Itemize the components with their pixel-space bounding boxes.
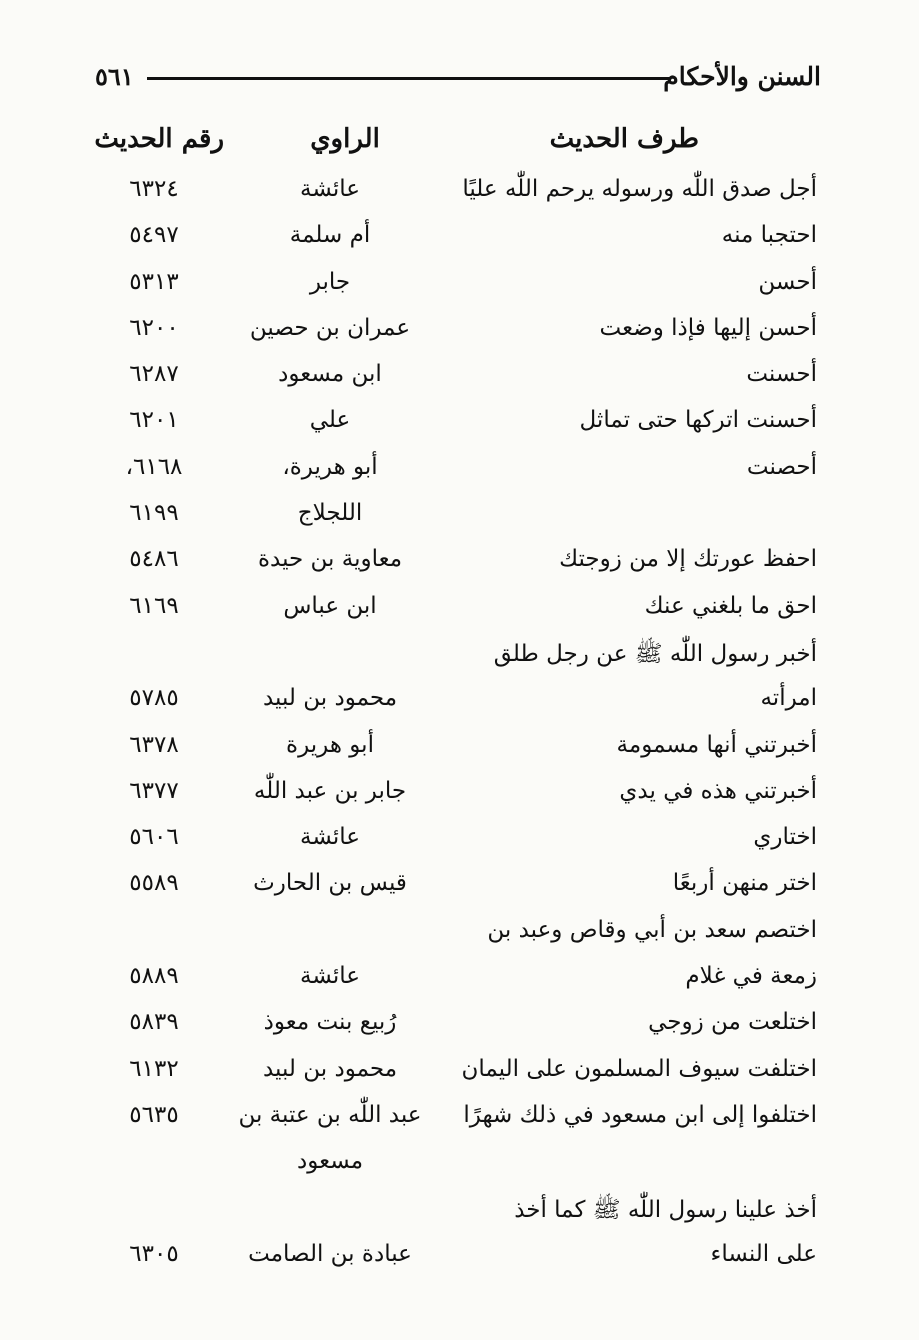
hadith-text: أجل صدق اللّٰه ورسوله يرحم اللّٰه عليًا — [462, 176, 817, 202]
narrator-name: مسعود — [296, 1148, 364, 1175]
hadith-number: ٥٨٣٩ — [129, 1009, 179, 1036]
table-row — [0, 1189, 919, 1235]
table-row — [0, 1235, 919, 1281]
running-header — [95, 60, 821, 100]
hadith-text: زمعة في غلام — [685, 963, 817, 990]
hadith-number: ٦٣٢٤ — [129, 176, 179, 202]
table-row — [0, 1003, 919, 1049]
hadith-text: أخبر رسول اللّٰه ﷺ عن رجل طلق — [493, 640, 817, 667]
table-row — [0, 1142, 919, 1188]
hadith-number: ٥٤٨٦ — [129, 546, 179, 573]
table-row — [0, 216, 919, 262]
narrator-name: قيس بن الحارث — [253, 870, 407, 897]
narrator-name: اللجلاج — [297, 500, 363, 527]
table-row — [0, 726, 919, 772]
hadith-text: أخبرتني هذه في يدي — [619, 777, 817, 804]
header-rule — [147, 77, 671, 80]
hadith-text: احق ما بلغني عنك — [644, 592, 817, 619]
table-row — [0, 633, 919, 679]
page-number: ٥٦١ — [95, 62, 134, 91]
hadith-number: ٦١٩٩ — [129, 500, 179, 527]
hadith-text: احتجبا منه — [721, 222, 817, 249]
hadith-number: ٦٢٨٧ — [129, 361, 179, 388]
narrator-name: جابر بن عبد اللّٰه — [253, 777, 407, 804]
hadith-number: ٦١٦٨، — [125, 453, 183, 480]
table-row — [0, 170, 919, 216]
hadith-number: ٦٣٠٥ — [129, 1240, 179, 1267]
hadith-text: اختلفت سيوف المسلمون على اليمان — [461, 1055, 817, 1082]
hadith-number: ٥٦٠٦ — [129, 824, 179, 851]
column-header-hadith: طرف الحديث — [549, 124, 699, 154]
narrator-name: أم سلمة — [289, 222, 371, 249]
table-row — [0, 911, 919, 957]
hadith-number: ٦١٦٩ — [129, 592, 179, 619]
narrator-name: عائشة — [300, 824, 360, 851]
hadith-text: أحصنت — [746, 453, 817, 480]
hadith-text: أحسنت — [746, 361, 817, 388]
narrator-name: علي — [309, 407, 351, 434]
narrator-name: محمود بن لبيد — [262, 685, 398, 712]
narrator-name: أبو هريرة — [286, 731, 374, 758]
hadith-text: اختاري — [753, 824, 817, 851]
hadith-text: أحسن — [758, 268, 817, 295]
hadith-text: امرأته — [760, 685, 817, 712]
table-row — [0, 679, 919, 725]
narrator-name: عائشة — [300, 176, 360, 202]
hadith-index-table — [0, 170, 919, 1281]
narrator-name: معاوية بن حيدة — [257, 546, 403, 573]
hadith-text: أحسن إليها فإذا وضعت — [599, 314, 817, 341]
hadith-number: ٦٣٧٨ — [129, 731, 179, 758]
narrator-name: جابر — [309, 268, 351, 295]
table-row — [0, 263, 919, 309]
table-row — [0, 309, 919, 355]
hadith-number: ٥٦٣٥ — [129, 1101, 179, 1128]
table-row — [0, 864, 919, 910]
column-header-number: رقم الحديث — [94, 124, 224, 154]
table-row — [0, 540, 919, 586]
table-row — [0, 1050, 919, 1096]
hadith-text: اختلفوا إلى ابن مسعود في ذلك شهرًا — [463, 1101, 817, 1128]
hadith-number: ٥٨٨٩ — [129, 963, 179, 990]
hadith-text: اختصم سعد بن أبي وقاص وعبد بن — [487, 916, 817, 943]
hadith-text: أخذ علينا رسول اللّٰه ﷺ كما أخذ — [514, 1196, 817, 1223]
hadith-text: احفظ عورتك إلا من زوجتك — [559, 546, 817, 573]
table-row — [0, 957, 919, 1003]
hadith-text: اختر منهن أربعًا — [672, 870, 817, 897]
narrator-name: ابن عباس — [283, 592, 377, 619]
narrator-name: عمران بن حصين — [249, 314, 411, 341]
hadith-number: ٥٣١٣ — [129, 268, 179, 295]
table-row — [0, 772, 919, 818]
hadith-text: على النساء — [710, 1240, 817, 1267]
hadith-number: ٦٣٧٧ — [129, 777, 179, 804]
hadith-number: ٦٢٠١ — [129, 407, 179, 434]
hadith-text: أحسنت اتركها حتى تماثل — [579, 407, 817, 434]
table-row — [0, 587, 919, 633]
hadith-number: ٥٧٨٥ — [129, 685, 179, 712]
table-row — [0, 1096, 919, 1142]
column-header-narrator: الراوي — [310, 124, 380, 154]
table-row — [0, 448, 919, 494]
narrator-name: رُبيع بنت معوذ — [263, 1009, 397, 1036]
narrator-name: محمود بن لبيد — [262, 1055, 398, 1082]
hadith-number: ٥٥٨٩ — [129, 870, 179, 897]
table-row — [0, 355, 919, 401]
narrator-name: عبادة بن الصامت — [248, 1240, 412, 1267]
hadith-text: أخبرتني أنها مسمومة — [616, 731, 817, 758]
hadith-number: ٦١٣٢ — [129, 1055, 179, 1082]
hadith-number: ٥٤٩٧ — [129, 222, 179, 249]
hadith-text: اختلعت من زوجي — [648, 1009, 817, 1036]
narrator-name: عائشة — [300, 963, 360, 990]
table-row — [0, 818, 919, 864]
narrator-name: عبد اللّٰه بن عتبة بن — [238, 1101, 422, 1128]
table-row — [0, 401, 919, 447]
table-row — [0, 494, 919, 540]
narrator-name: أبو هريرة، — [282, 453, 378, 480]
narrator-name: ابن مسعود — [278, 361, 382, 388]
book-title: السنن والأحكام — [663, 62, 821, 91]
hadith-number: ٦٢٠٠ — [129, 314, 179, 341]
